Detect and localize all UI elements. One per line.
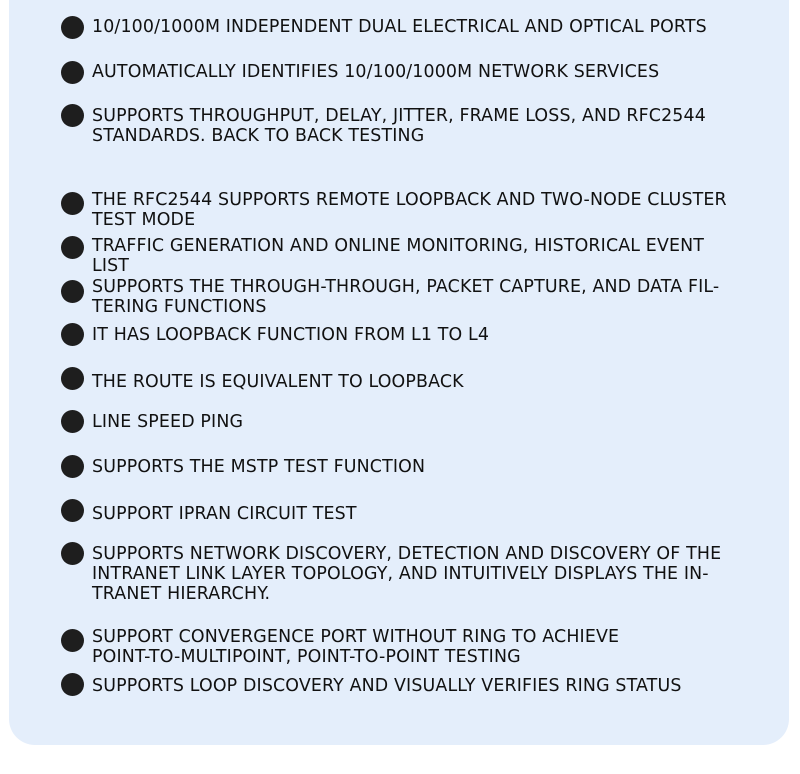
feature-text: SUPPORTS THE THROUGH-THROUGH, PACKET CAPTURE, AND DATA FIL- TERING FUNCTIONS [92,277,720,317]
bullet-icon [61,410,84,433]
feature-text: THE ROUTE IS EQUIVALENT TO LOOPBACK [92,372,464,392]
feature-text: LINE SPEED PING [92,412,244,432]
feature-text: SUPPORTS THROUGHPUT, DELAY, JITTER, FRAME LOSS, AND RFC2544 STANDARDS. BACK TO BACK TESTING [92,106,706,146]
bullet-icon [61,104,84,127]
feature-text: SUPPORT IPRAN CIRCUIT TEST [92,504,357,524]
bullet-icon [61,280,84,303]
bullet-icon [61,499,84,522]
bullet-icon [61,323,84,346]
bullet-icon [61,192,84,215]
bullet-icon [61,61,84,84]
feature-text: SUPPORTS THE MSTP TEST FUNCTION [92,457,426,477]
bullet-icon [61,455,84,478]
bullet-icon [61,367,84,390]
bullet-icon [61,629,84,652]
feature-text: SUPPORTS LOOP DISCOVERY AND VISUALLY VERIFIES RING STATUS [92,676,682,696]
bullet-icon [61,542,84,565]
feature-text: AUTOMATICALLY IDENTIFIES 10/100/1000M NETWORK SERVICES [92,62,660,82]
feature-text: THE RFC2544 SUPPORTS REMOTE LOOPBACK AND TWO-NODE CLUSTER TEST MODE [92,190,727,230]
feature-text: SUPPORTS NETWORK DISCOVERY, DETECTION AND DISCOVERY OF THE INTRANET LINK LAYER TOPOLOGY, AND INTUITIVELY DISPLAYS THE IN- TRANET HIERARCHY. [92,544,722,604]
feature-text: 10/100/1000M INDEPENDENT DUAL ELECTRICAL AND OPTICAL PORTS [92,17,707,37]
bullet-icon [61,16,84,39]
feature-text: SUPPORT CONVERGENCE PORT WITHOUT RING TO ACHIEVE POINT-TO-MULTIPOINT, POINT-TO-POINT TESTING [92,627,620,667]
feature-text: IT HAS LOOPBACK FUNCTION FROM L1 TO L4 [92,325,490,345]
bullet-icon [61,673,84,696]
bullet-icon [61,236,84,259]
feature-text: TRAFFIC GENERATION AND ONLINE MONITORING, HISTORICAL EVENT LIST [92,236,705,276]
